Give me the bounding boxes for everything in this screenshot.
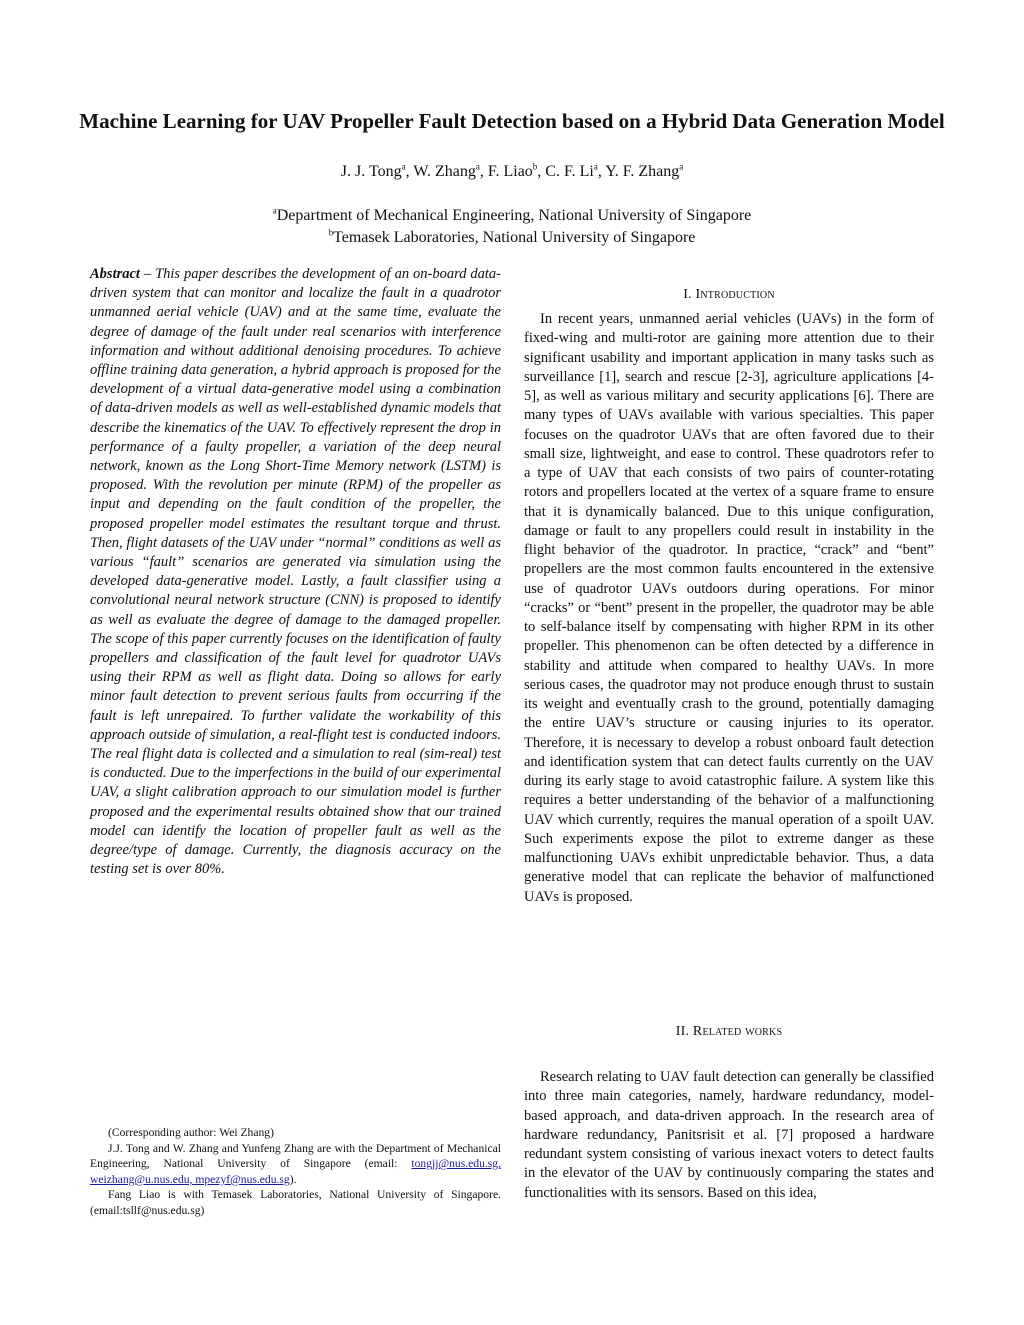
paper-title: Machine Learning for UAV Propeller Fault Detection based on a Hybrid Data Generation Model	[79, 109, 945, 134]
author-affiliation-mark: a	[679, 161, 684, 172]
affiliation-footnote	[90, 1141, 501, 1188]
section-number: I.	[683, 287, 692, 302]
section-title: Related works	[692, 1024, 783, 1039]
author-name: F. Liao	[487, 163, 533, 180]
abstract-text: This paper describes the development of an on-board data-driven system that can monitor and localize the fault in a quadrotor unmanned aerial vehicle (UAV) and at the same time, evaluate the degree of damage of the fault under real scenarios with interference information and without additional denoising procedures. To achieve offline training data generation, a hybrid approach is proposed for the development of a virtual data-generative model using a combination of data-driven models as well as well-established dynamic models that describe the kinematics of the UAV. To effectively represent the drop in performance of a faulty propeller, a variation of the deep neural network, known as the Long Short-Time Memory network (LSTM) is proposed. With the revolution per minute (RPM) of the propeller as input and depending on the fault condition of the propeller, the proposed propeller model estimates the resultant torque and thrust. Then, flight datasets of the UAV under “normal” conditions as well as various “fault” scenarios are generated via simulation using the developed data-generative model. Lastly, a fault classifier using a convolutional neural network structure (CNN) is proposed to identify as well as evaluate the degree of damage to the damaged propeller. The scope of this paper currently focuses on the identification of faulty propellers and classification of the fault level for quadrotor UAVs using their RPM as well as flight data. Doing so allows for early minor fault detection to prevent serious faults from occurring if the fault is left unrepaired. To further validate the workability of this approach outside of simulation, a real-flight test is conducted indoors. The real flight data is collected and a simulation to real (sim-real) test is conducted. Due to the imperfections in the build of our experimental UAV, a slight calibration approach to our simulation model is further proposed and the experimental results obtained show that our trained model can identify the location of propeller fault as well as the degree/type of damage. Currently, the diagnosis accuracy on the testing set is over 80%.	[90, 266, 502, 878]
author-affiliation-mark: a	[593, 161, 598, 172]
affiliation-text: Department of Mechanical Engineering, National University of Singapore	[276, 207, 752, 224]
section-number: II.	[675, 1024, 690, 1039]
affiliation-footnote-close: ).	[289, 1172, 297, 1186]
affiliation-footnote-text: J.J. Tong and W. Zhang and Yunfeng Zhang are with the Department of Mechanical Engineering, National University of Singapore (email:	[90, 1141, 501, 1171]
author-name: C. F. Li	[545, 163, 594, 180]
affiliation-mark: a	[272, 205, 277, 216]
affiliation-text: Temasek Laboratories, National University of Singapore	[333, 229, 696, 246]
author-affiliation-mark: a	[401, 161, 406, 172]
affiliation-footnote-2: Fang Liao is with Temasek Laboratories, National University of Singapore. (email:tsllf@nus.edu.sg)	[90, 1188, 501, 1217]
author-name: J. J. Tong	[340, 163, 402, 180]
footnotes	[90, 1125, 501, 1219]
author-affiliation-mark: a	[475, 161, 480, 172]
section-heading-introduction	[524, 286, 934, 304]
introduction-paragraph: In recent years, unmanned aerial vehicles (UAVs) in the form of fixed-wing and multi-rotor are gaining more attention due to their significant usability and important application in many tasks such as surveillance [1], search and rescue [2-3], agriculture applications [4-5], as well as various military and security applications [6]. There are many types of UAVs available with various specialties. This paper focuses on the quadrotor UAVs that are often favored due to their small size, lightweight, and ease to control. These quadrotors refer to a type of UAV that each consists of two pairs of counter-rotating rotors and propellers located at the vertex of a square frame to ensure that it is dynamically balanced. Due to this unique configuration, damage or fault to any propellers could result in instability in the flight behavior of the quadrotor. In practice, “crack” and “bent” propellers are the most common faults encountered in the extensive use of quadrotor UAVs outdoors during operations. For minor “cracks” or “bent” present in the propeller, the quadrotor may be able to self-balance itself by compensating with higher RPM in its other propeller. This phenomenon can be often detected by a difference in stability and attitude when compared to healthy UAVs. In more serious cases, the quadrotor may not produce enough thrust to sustain its weight and eventually crash to the ground, potentially damaging the entire UAV’s structure or causing injuries to its operator. Therefore, it is necessary to develop a robust onboard fault detection and identification system that can detect faults currently on the UAV during its early stage to avoid catastrophic failure. A system like this requires a better understanding of the behavior of a malfunctioning UAV which currently, requires the manual operation of a spoilt UAV. Such experiments expose the pilot to extreme danger as these malfunctioning UAVs exhibit unpredictable behavior. Thus, a data generative model that can replicate the behavior of malfunctioned UAVs is proposed.	[524, 311, 934, 905]
abstract-block	[90, 265, 501, 880]
affiliation	[60, 227, 964, 249]
section-title: Introduction	[695, 287, 775, 302]
author-affiliation-mark: b	[532, 161, 538, 172]
corresponding-author-note: (Corresponding author: Wei Zhang)	[108, 1126, 274, 1139]
email-links[interactable]: tongjj@nus.edu.sg, weizhang@u.nus.edu, mpezyf@nus.edu.sg	[90, 1157, 501, 1186]
section-heading-related-works	[524, 1023, 934, 1041]
affiliation	[60, 205, 964, 227]
related-works-paragraph: Research relating to UAV fault detection can generally be classified into three main categories, namely, hardware redundancy, model-based approach, and data-driven approach. In the research area of hardware redundancy, Panitsrisit et al. [7] proposed a hardware redundant system consisting of various inexact voters to detect faults in the elevator of the UAV by continuously comparing the states and functionalities with its sensors. Based on this idea,	[524, 1069, 934, 1201]
author-list: J. J. Tong$^a$, W. Zhang$^a$, F. Liao$^b$, C. F. Li$^a$, Y. F. Zhang$^a$	[340, 161, 684, 180]
abstract-dash: –	[139, 266, 156, 282]
affiliation-mark: b	[328, 227, 334, 238]
author-name: Y. F. Zhang	[605, 163, 680, 180]
affiliation-list	[60, 205, 964, 249]
abstract-label: Abstract	[90, 266, 140, 282]
author-name: W. Zhang	[413, 163, 476, 180]
